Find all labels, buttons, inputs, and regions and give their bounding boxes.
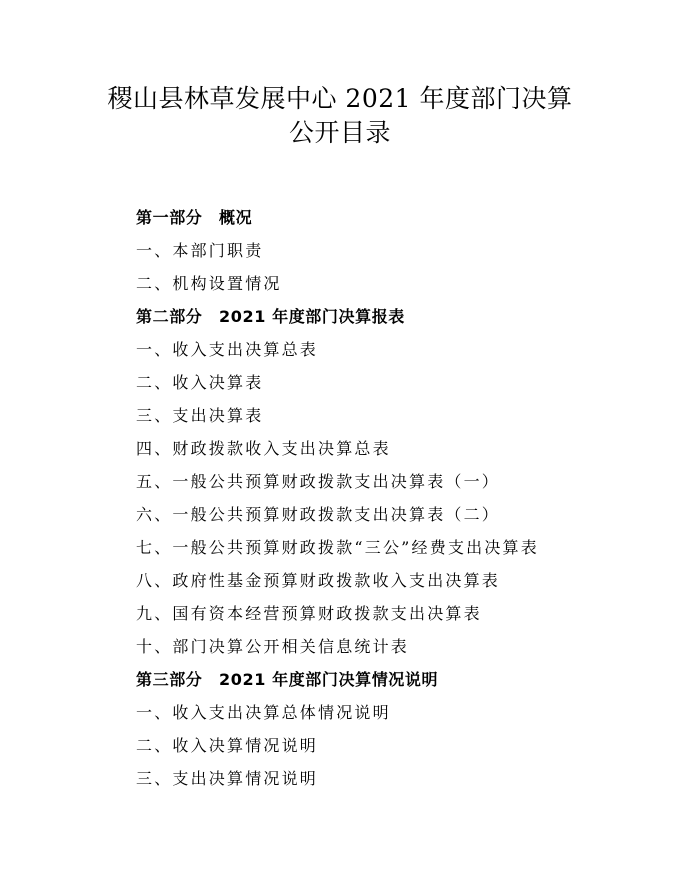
toc-item: 七、一般公共预算财政拨款“三公”经费支出决算表 xyxy=(136,538,539,557)
toc-item: 三、支出决算表 xyxy=(136,406,264,425)
toc-item: 五、一般公共预算财政拨款支出决算表（一） xyxy=(136,472,501,491)
toc-item: 二、收入决算情况说明 xyxy=(136,736,319,755)
toc-item: 三、支出决算情况说明 xyxy=(136,769,319,788)
toc-section-heading: 第二部分 2021 年度部门决算报表 xyxy=(136,307,405,326)
toc-item: 一、收入支出决算总体情况说明 xyxy=(136,703,391,722)
toc-section-heading: 第三部分 2021 年度部门决算情况说明 xyxy=(136,670,439,689)
toc-item: 四、财政拨款收入支出决算总表 xyxy=(136,439,391,458)
table-of-contents xyxy=(136,203,656,797)
toc-item: 二、收入决算表 xyxy=(136,373,264,392)
document-subtitle: 公开目录 xyxy=(288,118,391,147)
toc-item: 十、部门决算公开相关信息统计表 xyxy=(136,637,410,656)
toc-item: 八、政府性基金预算财政拨款收入支出决算表 xyxy=(136,571,501,590)
toc-item: 六、一般公共预算财政拨款支出决算表（二） xyxy=(136,505,501,524)
toc-item: 二、机构设置情况 xyxy=(136,274,282,293)
toc-item: 一、本部门职责 xyxy=(136,241,264,260)
toc-item: 一、收入支出决算总表 xyxy=(136,340,319,359)
toc-item: 九、国有资本经营预算财政拨款支出决算表 xyxy=(136,604,482,623)
toc-section-heading: 第一部分 概况 xyxy=(136,208,253,227)
document-title: 稷山县林草发展中心 2021 年度部门决算 xyxy=(107,84,573,113)
